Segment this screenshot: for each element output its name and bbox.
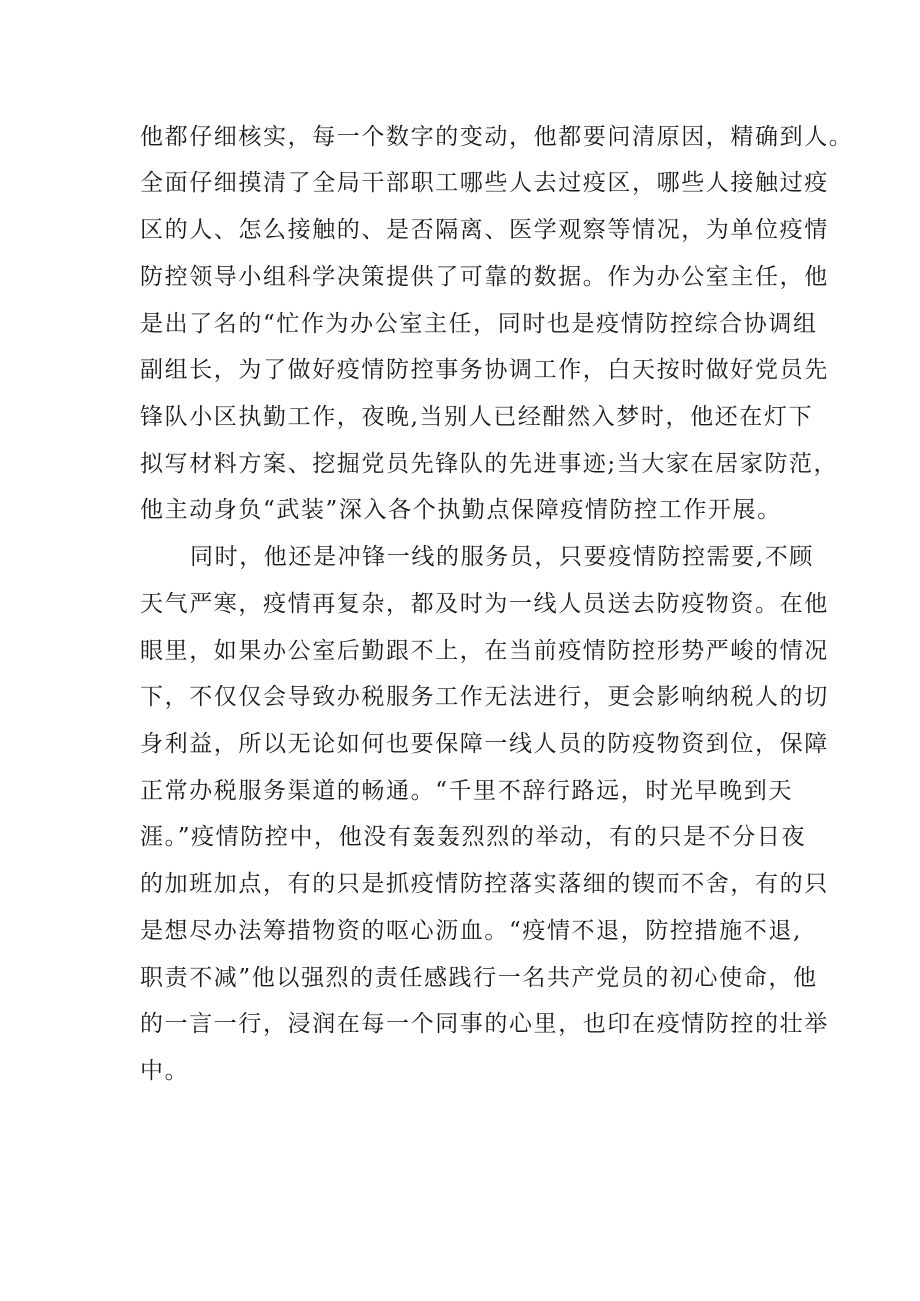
text-line: 他都仔细核实，每一个数字的变动，他都要问清原因，精确到人。 (140, 124, 854, 150)
text-line: 的一言一行，浸润在每一个同事的心里，也印在疫情防控的壮举 (140, 1011, 829, 1037)
text-line: 中。 (140, 1058, 190, 1084)
text-line: 下，不仅仅会导致办税服务工作无法进行，更会影响纳税人的切 (140, 684, 829, 710)
text-line: 拟写材料方案、挖掘党员先锋队的先进事迹;当大家在居家防范， (140, 451, 839, 477)
paragraph-first-line: 同时，他还是冲锋一线的服务员，只要疫情防控需要,不顾 (190, 544, 814, 570)
text-line: 正常办税服务渠道的畅通。“千里不辞行路远，时光早晚到天 (140, 778, 793, 804)
text-line: 涯。”疫情防控中，他没有轰轰烈烈的举动，有的只是不分日夜 (140, 824, 807, 850)
text-line: 是想尽办法筹措物资的呕心沥血。“疫情不退，防控措施不退, (140, 918, 802, 944)
text-line: 锋队小区执勤工作，夜晚,当别人已经酣然入梦时，他还在灯下 (140, 404, 814, 430)
text-line: 他主动身负“武装”深入各个执勤点保障疫情防控工作开展。 (140, 497, 782, 523)
text-line: 副组长，为了做好疫情防控事务协调工作，白天按时做好党员先 (140, 357, 829, 383)
text-line: 区的人、怎么接触的、是否隔离、医学观察等情况，为单位疫情 (140, 217, 829, 243)
text-line: 的加班加点，有的只是抓疫情防控落实落细的锲而不舍，有的只 (140, 871, 829, 897)
text-line: 职责不减”他以强烈的责任感践行一名共产党员的初心使命，他 (140, 965, 818, 991)
text-line: 眼里，如果办公室后勤跟不上，在当前疫情防控形势严峻的情况 (140, 638, 829, 664)
text-line: 是出了名的“忙作为办公室主任，同时也是疫情防控综合协调组 (140, 311, 818, 337)
text-line: 防控领导小组科学决策提供了可靠的数据。作为办公室主任，他 (140, 264, 829, 290)
text-line: 天气严寒，疫情再复杂，都及时为一线人员送去防疫物资。在他 (140, 591, 829, 617)
text-line: 全面仔细摸清了全局干部职工哪些人去过疫区，哪些人接触过疫 (140, 170, 829, 196)
text-line: 身利益，所以无论如何也要保障一线人员的防疫物资到位，保障 (140, 731, 829, 757)
